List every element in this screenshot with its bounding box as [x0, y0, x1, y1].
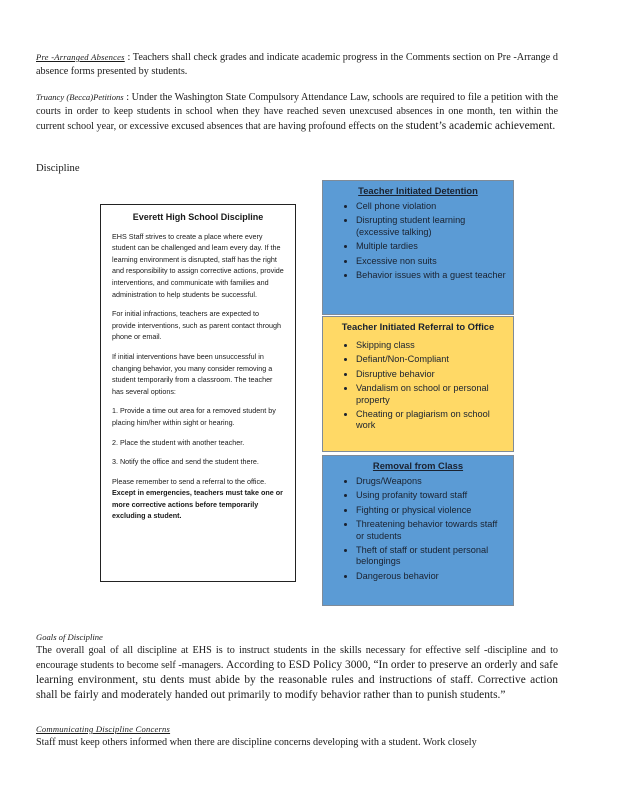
goals-paragraph [36, 630, 558, 703]
referral-item: • Skipping class [356, 340, 507, 351]
discipline-box-reminder-bold: Except in emergencies, teachers must take one or more corrective actions before temporarily excluding a student. [112, 488, 283, 521]
discipline-box-intro: EHS Staff strives to create a place where every student can be challenged and learn every day. If the learning environment is disrupted, staff has the right and responsibility to assign corrective actions, provide interventions, and communicate with families and administration to help students be successful. [112, 231, 284, 299]
goals-policy-quote: According to ESD Policy 3000, “In order to preserve an orderly and safe learning environment, stu dents must abide by the reasonable rules and instructions of staff. Corrective action shall be fairly and moderately handed out primarily to modify behavior rather than to punish students.” [36, 659, 559, 701]
discipline-heading: Discipline [36, 163, 80, 174]
referral-list [323, 340, 513, 432]
communicating-text: Staff must keep others informed when there are discipline concerns developing with a student. Work closely [36, 737, 477, 748]
detention-item: • Disrupting student learning (excessive talking) [356, 215, 507, 238]
goals-label: Goals of Discipline [36, 632, 103, 642]
truancy-text-end: student’s academic achievement. [405, 120, 556, 132]
truancy-label: Truancy (Becca)Petitions [36, 92, 124, 102]
removal-item: • Fighting or physical violence [356, 505, 507, 516]
discipline-box-option-3: 3. Notify the office and send the student there. [112, 457, 259, 467]
referral-panel [322, 316, 514, 452]
removal-item: • Theft of staff or student personal belongings [356, 545, 507, 568]
communicating-label: Communicating Discipline Concerns [36, 724, 171, 734]
detention-list [323, 201, 513, 281]
removal-item: • Using profanity toward staff [356, 490, 507, 501]
referral-panel-title: Teacher Initiated Referral to Office [341, 321, 495, 332]
removal-item: • Threatening behavior towards staff or students [356, 519, 507, 542]
detention-item: • Cell phone violation [356, 201, 507, 212]
removal-panel-title: Removal from Class [372, 460, 464, 471]
referral-item: • Disruptive behavior [356, 369, 507, 380]
prearranged-absences-text: : Teachers shall check grades and indicate academic progress in the Comments section on Pre -Arrange d absence forms presented by students. [36, 52, 558, 77]
discipline-policy-box [100, 204, 296, 582]
prearranged-absences-label: Pre -Arranged Absences [36, 52, 125, 62]
removal-list [323, 476, 513, 582]
detention-item: • Multiple tardies [356, 241, 507, 252]
goals-text: The overall goal of all discipline at EHS is to instruct students in the skills necessary for effective self -discipline and to encourage students to become self -managers. [36, 645, 558, 671]
discipline-box-removal-options: If initial interventions have been unsuccessful in changing behavior, you many consider removing a student temporarily from a classroom. The teacher has several options: [112, 351, 273, 396]
detention-item: • Excessive non suits [356, 256, 507, 267]
prearranged-absences-paragraph [36, 50, 558, 79]
detention-panel-title: Teacher Initiated Detention [358, 185, 478, 196]
referral-item: • Defiant/Non-Compliant [356, 354, 507, 365]
discipline-box-title: Everett High School Discipline [132, 212, 264, 222]
removal-panel [322, 455, 514, 606]
truancy-text: : Under the Washington State Compulsory Attendance Law, schools are required to file a petition with the courts in order to keep students in school when they have reached seven unexcused absences in one month, ten within the current school year, or excessive excused absences that are having profound effects on the [36, 92, 558, 132]
referral-item: • Vandalism on school or personal property [356, 383, 507, 406]
communicating-paragraph [36, 722, 558, 750]
discipline-box-option-1: 1. Provide a time out area for a removed student by placing him/her within sight or hearing. [112, 406, 276, 427]
discipline-box-reminder [112, 476, 284, 522]
discipline-box-option-2: 2. Place the student with another teacher. [112, 437, 245, 447]
discipline-box-reminder-text: Please remember to send a referral to the office. [112, 476, 267, 486]
removal-item: • Dangerous behavior [356, 571, 507, 582]
truancy-paragraph [36, 90, 558, 134]
discipline-box-initial-infractions: For initial infractions, teachers are expected to provide interventions, such as parent contact through phone or email. [112, 309, 282, 342]
detention-item: • Behavior issues with a guest teacher [356, 270, 507, 281]
removal-item: • Drugs/Weapons [356, 476, 507, 487]
detention-panel [322, 180, 514, 315]
referral-item: • Cheating or plagiarism on school work [356, 409, 507, 432]
